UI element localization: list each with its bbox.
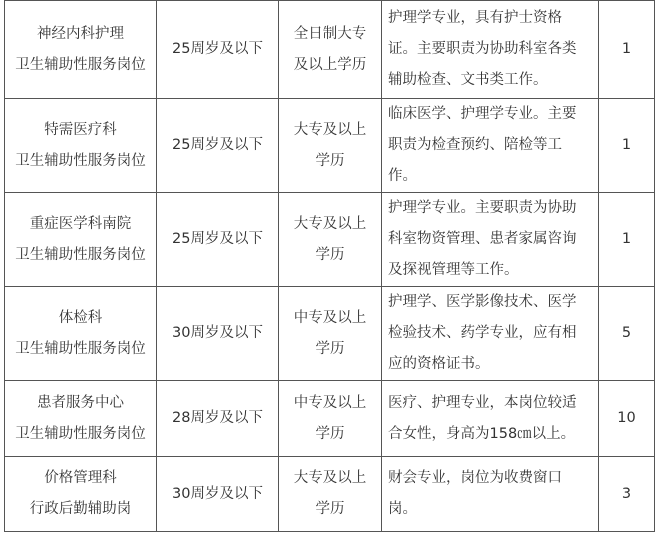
requirements-cell: [382, 287, 599, 381]
education-line: 学历: [315, 501, 345, 517]
position-line: 患者服务中心: [37, 394, 124, 411]
position-line: 特需医疗科: [44, 121, 117, 138]
education-cell: [279, 1, 382, 99]
table-row: [5, 193, 655, 287]
count-cell: 3: [599, 457, 655, 532]
requirements-cell: [382, 193, 599, 287]
count-cell: 5: [599, 287, 655, 381]
position-cell: [5, 287, 157, 381]
education-line: 学历: [315, 425, 345, 442]
requirements-line: 应的资格证书。: [388, 356, 490, 372]
requirements-line: 护理学专业。主要职责为协助: [388, 200, 577, 216]
education-line: 学历: [315, 246, 345, 263]
table-row: [5, 287, 655, 381]
requirements-line: 合女性，身高为158㎝以上。: [388, 425, 576, 442]
requirements-line: 护理学、医学影像技术、医学: [388, 294, 577, 310]
position-line: 行政后勤辅助岗: [29, 501, 132, 517]
requirements-line: 及探视管理等工作。: [388, 262, 519, 278]
age-cell: 25周岁及以下: [157, 1, 279, 99]
requirements-line: 临床医学、护理学专业。主要: [388, 106, 577, 122]
requirements-line: 财会专业，岗位为收费窗口: [388, 470, 562, 486]
requirements-line: 作。: [388, 168, 417, 184]
count-cell: 1: [599, 99, 655, 193]
requirements-cell: [382, 381, 599, 457]
education-line: 学历: [315, 340, 345, 357]
education-line: 及以上学历: [293, 56, 367, 73]
requirements-line: 辅助检查、文书类工作。: [388, 72, 548, 88]
position-line: 神经内科护理: [37, 25, 124, 42]
education-cell: [279, 99, 382, 193]
table-row: [5, 1, 655, 99]
age-cell: 30周岁及以下: [157, 457, 279, 532]
education-line: 学历: [315, 152, 345, 169]
position-cell: [5, 193, 157, 287]
age-cell: 25周岁及以下: [157, 193, 279, 287]
position-cell: [5, 99, 157, 193]
requirements-line: 岗。: [388, 501, 417, 517]
count-cell: 1: [599, 1, 655, 99]
requirements-cell: [382, 457, 599, 532]
age-cell: 28周岁及以下: [157, 381, 279, 457]
table-row: [5, 99, 655, 193]
position-line: 价格管理科: [44, 470, 117, 486]
education-line: 大专及以上: [293, 121, 367, 138]
position-cell: [5, 457, 157, 532]
education-line: 中专及以上: [293, 394, 367, 411]
position-line: 体检科: [58, 309, 103, 326]
education-line: 全日制大专: [293, 25, 367, 42]
position-cell: [5, 1, 157, 99]
position-line: 卫生辅助性服务岗位: [15, 152, 146, 169]
education-cell: [279, 381, 382, 457]
position-line: 卫生辅助性服务岗位: [15, 56, 146, 73]
count-cell: 10: [599, 381, 655, 457]
age-cell: 25周岁及以下: [157, 99, 279, 193]
job-table-body: [5, 1, 655, 532]
education-line: 大专及以上: [293, 470, 367, 486]
requirements-line: 医疗、护理专业，本岗位较适: [388, 394, 577, 411]
table-row: [5, 381, 655, 457]
requirements-line: 证。主要职责为协助科室各类: [388, 41, 577, 57]
education-cell: [279, 457, 382, 532]
requirements-cell: [382, 1, 599, 99]
job-table: [4, 0, 655, 532]
table-row: [5, 457, 655, 532]
position-line: 重症医学科南院: [29, 215, 132, 232]
position-line: 卫生辅助性服务岗位: [15, 340, 146, 357]
requirements-line: 科室物资管理、患者家属咨询: [388, 231, 577, 247]
education-line: 大专及以上: [293, 215, 367, 232]
requirements-cell: [382, 99, 599, 193]
requirements-line: 检验技术、药学专业，应有相: [388, 325, 577, 341]
requirements-line: 护理学专业，具有护士资格: [388, 10, 562, 26]
position-line: 卫生辅助性服务岗位: [15, 246, 146, 263]
age-cell: 30周岁及以下: [157, 287, 279, 381]
count-cell: 1: [599, 193, 655, 287]
education-line: 中专及以上: [293, 309, 367, 326]
education-cell: [279, 287, 382, 381]
education-cell: [279, 193, 382, 287]
requirements-line: 职责为检查预约、陪检等工: [388, 137, 562, 153]
position-line: 卫生辅助性服务岗位: [15, 425, 146, 442]
position-cell: [5, 381, 157, 457]
